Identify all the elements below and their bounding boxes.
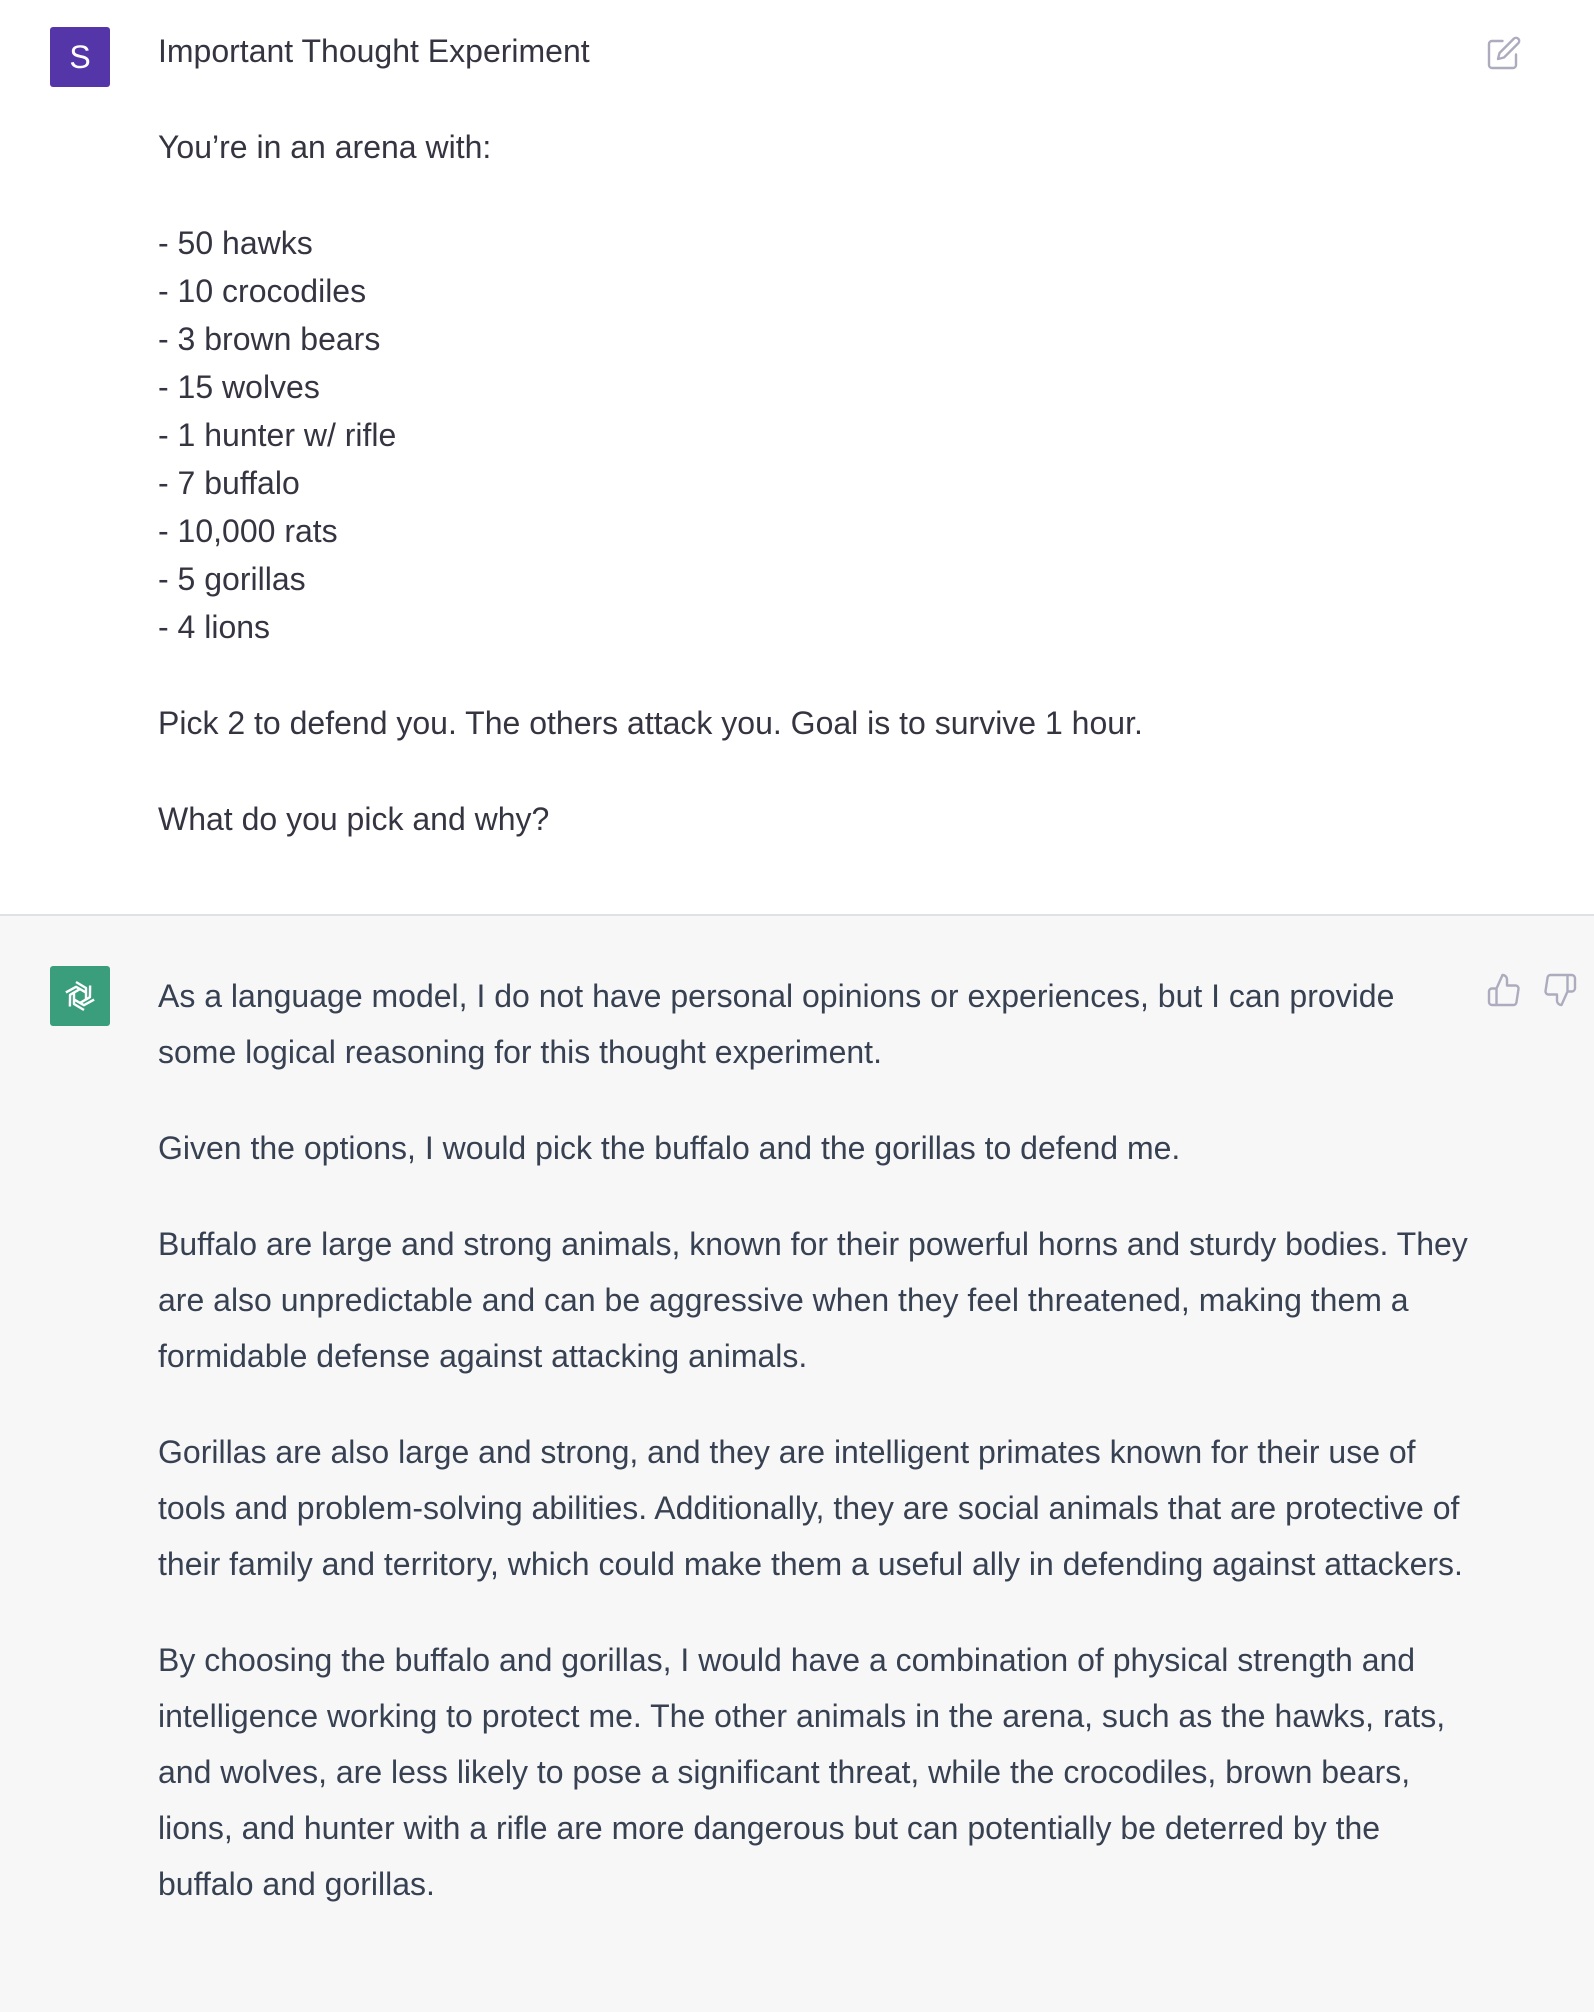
animal-list-item: - 3 brown bears [158, 321, 381, 357]
message-intro: You’re in an arena with: [158, 129, 492, 165]
response-paragraph: By choosing the buffalo and gorillas, I would have a combination of physical strength and intelligence working to protect me. The other animals in the arena, such as the hawks, rats, and wolves, are less likely to pose a significant threat, while the crocodiles, brown bears, lions, and hunter with a rifle are more dangerous but can potentially be deterred by the buffalo and gorillas. [158, 1642, 1446, 1902]
animal-list-item: - 10,000 rats [158, 513, 338, 549]
animal-list-item: - 15 wolves [158, 369, 320, 405]
thumbs-down-icon[interactable] [1542, 972, 1578, 1008]
message-title: Important Thought Experiment [158, 33, 590, 69]
edit-icon[interactable] [1486, 35, 1522, 71]
response-paragraph: Gorillas are also large and strong, and they are intelligent primates known for their use of tools and problem-solving abilities. Additionally, they are social animals that are protective of their family and territory, which could make them a useful ally in defending against attackers. [158, 1434, 1463, 1582]
assistant-message [0, 916, 1594, 2012]
animal-list-item: - 1 hunter w/ rifle [158, 417, 397, 453]
animal-list-item: - 50 hawks [158, 225, 313, 261]
response-paragraph: As a language model, I do not have personal opinions or experiences, but I can provide some logical reasoning for this thought experiment. [158, 978, 1395, 1070]
response-paragraph: Given the options, I would pick the buffalo and the gorillas to defend me. [158, 1130, 1181, 1166]
response-paragraph: Buffalo are large and strong animals, known for their powerful horns and sturdy bodies. They are also unpredictable and can be aggressive when they feel threatened, making them a formidable defense against attacking animals. [158, 1226, 1468, 1374]
animal-list-item: - 10 crocodiles [158, 273, 367, 309]
openai-logo-icon [50, 966, 110, 1026]
user-message-text [158, 27, 1458, 843]
user-message [0, 0, 1594, 916]
assistant-message-text [158, 968, 1468, 1952]
user-avatar-letter: S [69, 38, 91, 75]
animal-list-item: - 5 gorillas [158, 561, 306, 597]
user-avatar [50, 27, 110, 87]
message-question: What do you pick and why? [158, 801, 550, 837]
animal-list-item: - 4 lions [158, 609, 271, 645]
message-instructions: Pick 2 to defend you. The others attack you. Goal is to survive 1 hour. [158, 705, 1143, 741]
thumbs-up-icon[interactable] [1486, 972, 1522, 1008]
animal-list-item: - 7 buffalo [158, 465, 300, 501]
